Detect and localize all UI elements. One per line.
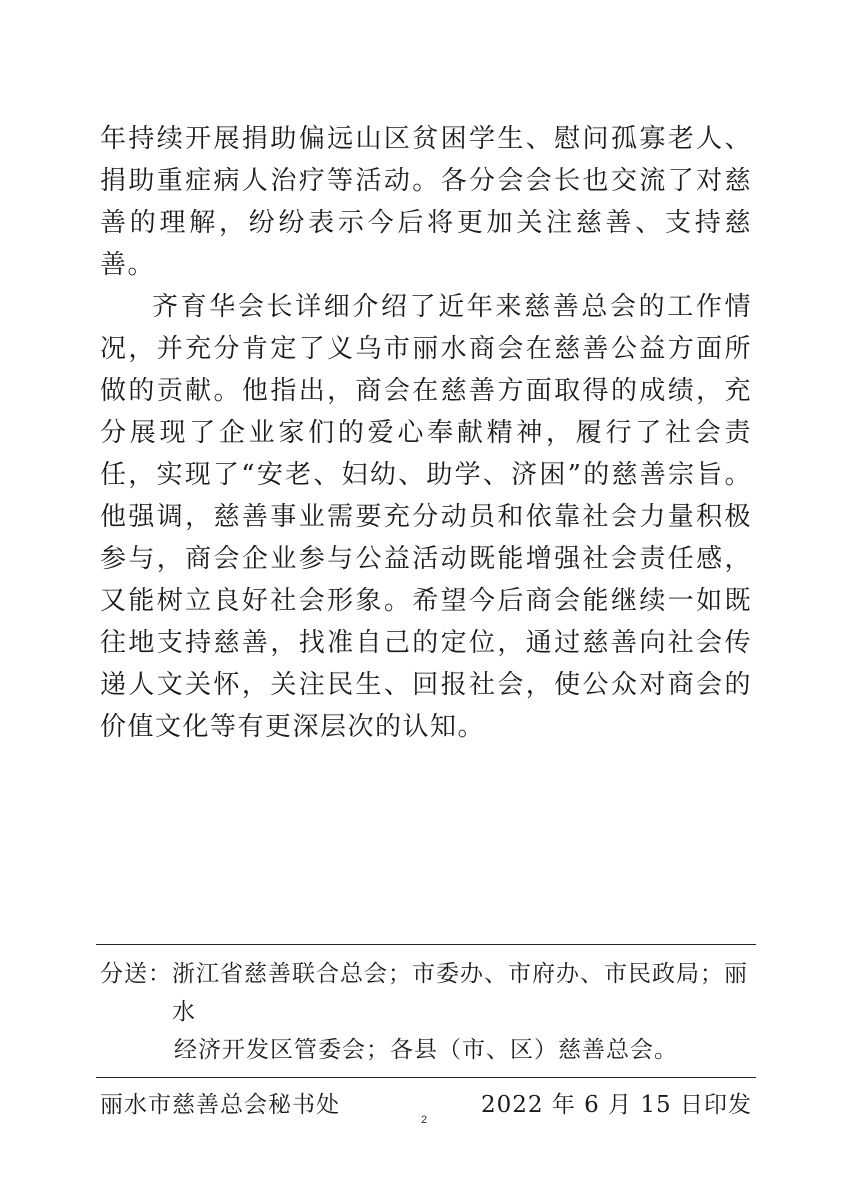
distribution-list: [96, 945, 756, 1077]
body-text: [100, 118, 752, 748]
distribution-recipients-line1: 浙江省慈善联合总会；市委办、市府办、市民政局；丽水: [172, 961, 748, 1025]
distribution-recipients-line2: 经济开发区管委会；各县（市、区）慈善总会。: [174, 1037, 678, 1063]
page-number: 2: [420, 1114, 428, 1126]
issue-date: 2022 年 6 月 15 日印发: [481, 1092, 752, 1118]
paragraph-continuation: 年持续开展捐助偏远山区贫困学生、慰问孤寡老人、捐助重症病人治疗等活动。各分会会长也交流了对慈善的理解，纷纷表示今后将更加关注慈善、支持慈善。: [100, 124, 752, 280]
paragraph-speech-summary: 齐育华会长详细介绍了近年来慈善总会的工作情况，并充分肯定了义乌市丽水商会在慈善公益方面所做的贡献。他指出，商会在慈善方面取得的成绩，充分展现了企业家们的爱心奉献精神，履行了社会责任，实现了“安老、妇幼、助学、济困”的慈善宗旨。他强调，慈善事业需要充分动员和依靠社会力量积极参与，商会企业参与公益活动既能增强社会责任感，又能树立良好社会形象。希望今后商会能继续一如既往地支持慈善，找准自己的定位，通过慈善向社会传递人文关怀，关注民生、回报社会，使公众对商会的价值文化等有更深层次的认知。: [100, 292, 752, 742]
distribution-block: [96, 944, 756, 1124]
issuer-name: 丽水市慈善总会秘书处: [100, 1092, 340, 1118]
distribution-label: 分送：: [100, 961, 172, 987]
